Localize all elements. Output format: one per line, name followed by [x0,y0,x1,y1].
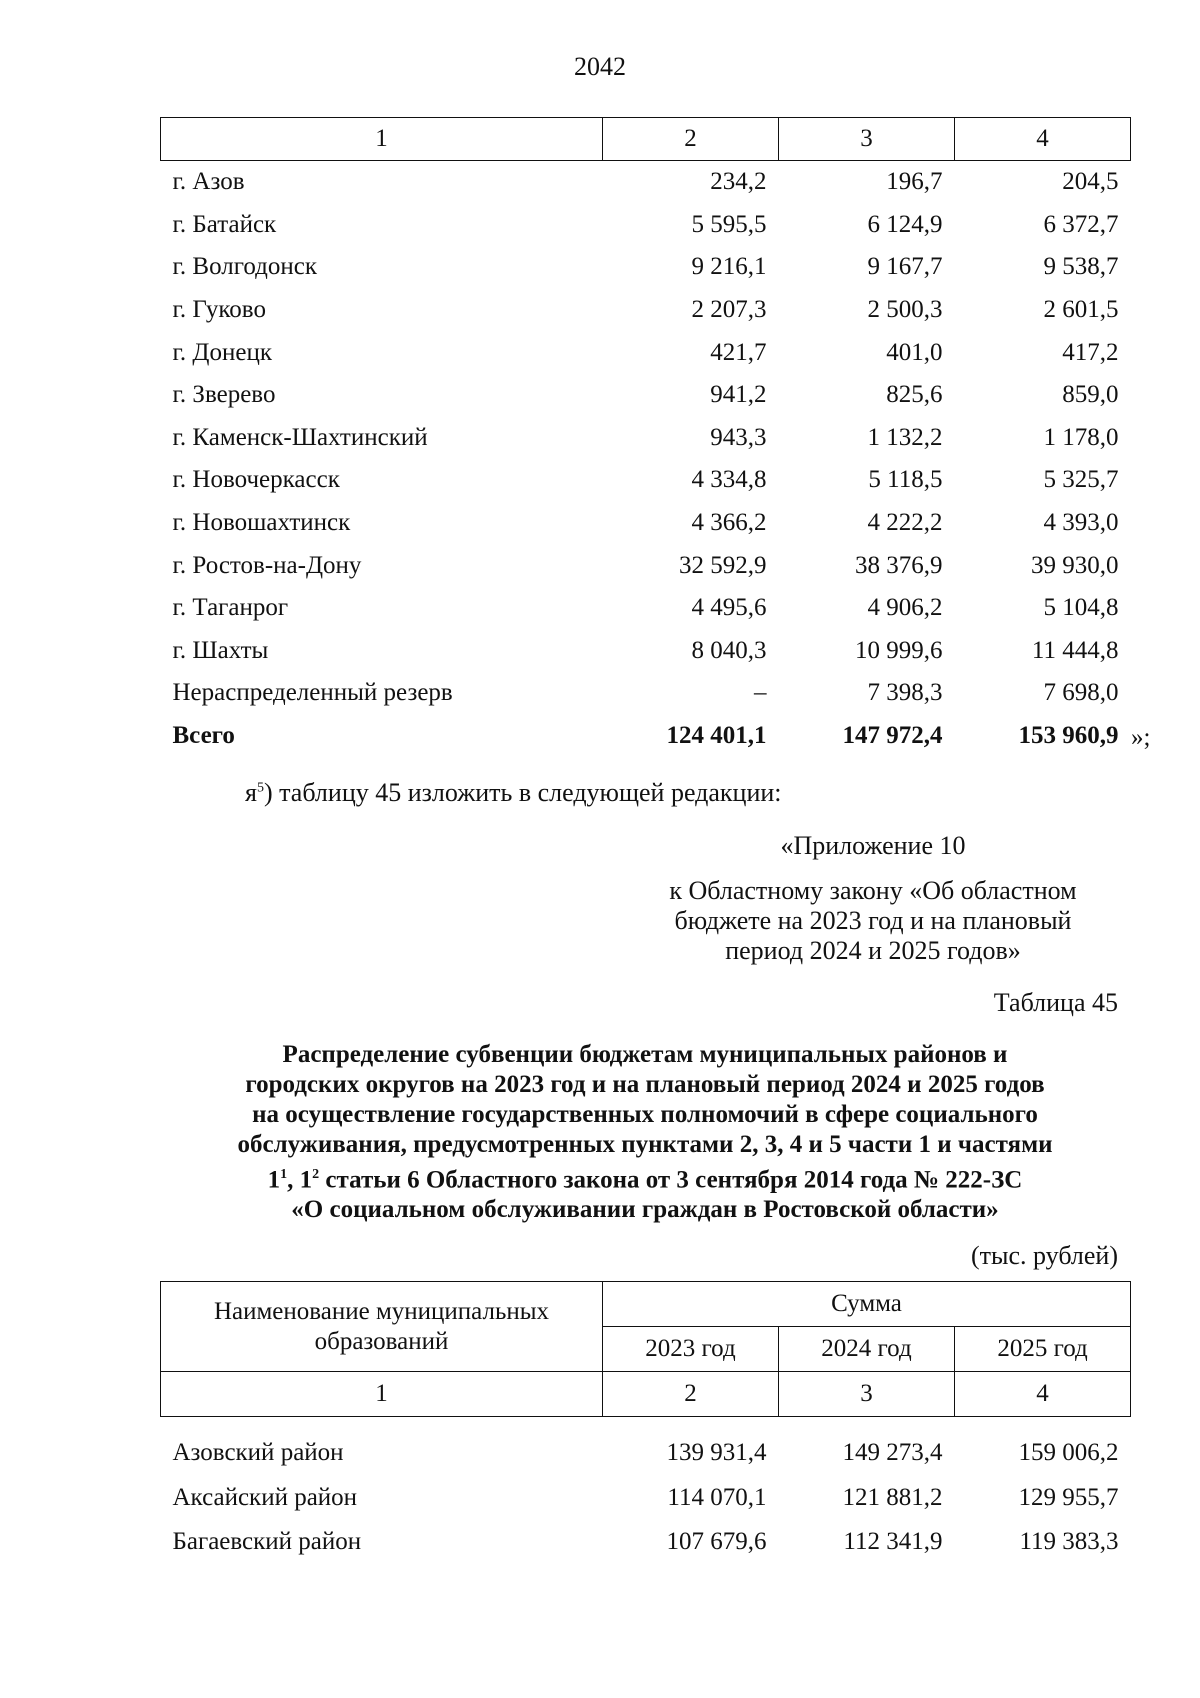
column-number: 3 [779,118,955,161]
table-row [161,502,1131,545]
column-number: 2 [603,1372,779,1417]
table-row [161,544,1131,587]
amount-2023: 421,7 [710,338,767,366]
municipality-name: г. Каменск-Шахтинский [172,423,428,451]
appendix-title: «Приложение 10 [780,831,966,860]
amount-2023: 32 592,9 [679,551,767,579]
table-row [161,246,1131,289]
amount-2024: 825,6 [886,381,943,409]
amount-2025: 1 178,0 [1043,423,1119,451]
table-row [161,672,1131,715]
amount-2024: 196,7 [886,168,943,196]
appendix-reference [653,876,1093,966]
amount-2023: 4 495,6 [691,594,767,622]
amount-2025: 119 383,3 [1019,1528,1119,1556]
amount-2025: 859,0 [1062,381,1119,409]
amount-2023: 5 595,5 [691,210,767,238]
heading-line: городских округов на 2023 год и на плановый период 2024 и 2025 годов [245,1071,1045,1098]
column-number: 1 [161,1372,603,1417]
table-row [161,1417,1131,1476]
amount-2024: 4 906,2 [867,594,943,622]
amount-2023: 9 216,1 [691,253,767,281]
amount-2025: 11 444,8 [1031,636,1119,664]
table-row [161,289,1131,332]
amount-2024: 112 341,9 [843,1528,943,1556]
column-number-row [161,118,1131,161]
column-number: 2 [603,118,779,161]
name-column-header: Наименование муниципальных образований [161,1282,603,1372]
heading-line: обслуживания, предусмотренных пунктами 2, 3, 4 и 5 части 1 и частями [237,1131,1053,1158]
municipality-name: г. Донецк [172,338,272,366]
instruction-letter: я [245,778,257,807]
municipality-name: г. Новошахтинск [172,509,351,537]
quote-close-mark: »; [1131,724,1151,751]
municipality-name: Аксайский район [172,1483,358,1511]
total-label: Всего [172,722,235,750]
amount-2025: 39 930,0 [1031,551,1119,579]
amount-2025: 204,5 [1062,168,1119,196]
sum-header: Сумма [603,1282,1131,1327]
amount-2025: 9 538,7 [1043,253,1119,281]
subvention-table-45 [160,1281,1131,1565]
municipality-name: г. Гуково [172,296,266,324]
amount-2023: 234,2 [710,168,767,196]
amount-2025: 5 325,7 [1043,466,1119,494]
heading-line: $1^1$, $1^2$ статьи 6 Областного закона от 3 сентября 2014 года № 222-ЗС [267,1166,1023,1194]
table-row [161,587,1131,630]
amount-2023: 2 207,3 [691,296,767,324]
amount-2024: 6 124,9 [867,210,943,238]
municipality-name: г. Волгодонск [172,253,318,281]
table-heading [150,1040,1140,1225]
heading-line: Распределение субвенции бюджетам муниципальных районов и [282,1041,1008,1068]
municipality-name: г. Новочеркасск [172,466,340,494]
appendix-line: период 2024 и 2025 годов» [725,936,1021,965]
amount-2023: 114 070,1 [667,1483,767,1511]
table-row [161,331,1131,374]
municipality-name: г. Азов [172,168,245,196]
table-label: Таблица 45 [993,988,1118,1017]
amount-2023: 4 366,2 [691,509,767,537]
units-label: (тыс. рублей) [970,1241,1118,1270]
amount-2024: 5 118,5 [868,466,943,494]
table-row [161,1520,1131,1565]
column-number: 4 [955,1372,1131,1417]
table-row [161,459,1131,502]
amount-2024: 2 500,3 [867,296,943,324]
column-number: 1 [161,118,603,161]
amount-2024: 10 999,6 [855,636,943,664]
amount-2024: 149 273,4 [842,1439,943,1467]
municipality-name: г. Ростов-на-Дону [172,551,362,579]
amount-2025: 129 955,7 [1018,1483,1119,1511]
amount-2023: 107 679,6 [666,1528,767,1556]
amount-2024: 121 881,2 [842,1483,943,1511]
amount-2025: 4 393,0 [1043,509,1119,537]
municipality-name: г. Шахты [172,636,269,664]
amount-2024: 1 132,2 [867,423,943,451]
amount-2024: 9 167,7 [867,253,943,281]
total-2025: 153 960,9 [1018,722,1119,750]
amount-2024: 7 398,3 [867,679,943,707]
amount-2025: 5 104,8 [1043,594,1119,622]
amount-2023: 943,3 [710,423,767,451]
amount-2023: 4 334,8 [691,466,767,494]
amount-2025: 417,2 [1062,338,1119,366]
heading-line: на осуществление государственных полномочий в сфере социального [252,1101,1038,1128]
amount-2023: 139 931,4 [666,1439,767,1467]
amount-2024: 4 222,2 [867,509,943,537]
amount-2023: 941,2 [710,381,767,409]
instruction-superscript: 5 [256,780,264,796]
municipality-name: Азовский район [172,1439,344,1467]
year-header: 2023 год [603,1327,779,1372]
amount-2024: 401,0 [886,338,943,366]
table-row [161,630,1131,673]
instruction-text: ) таблицу 45 изложить в следующей редакции: [263,778,782,807]
municipality-name: г. Зверево [172,381,276,409]
amount-2025: 7 698,0 [1043,679,1119,707]
municipality-name: Нераспределенный резерв [172,679,453,707]
amount-2025: 6 372,7 [1043,210,1119,238]
appendix-line: бюджете на 2023 год и на плановый [674,906,1072,935]
appendix-line: к Областному закону «Об областном [669,876,1077,905]
municipality-name: Багаевский район [172,1528,362,1556]
table-row [161,204,1131,247]
amount-2023: – [754,679,767,707]
column-number: 4 [955,118,1131,161]
subvention-table-continuation [160,117,1131,757]
heading-line: «О социальном обслуживании граждан в Ростовской области» [291,1196,999,1224]
year-header: 2025 год [955,1327,1131,1372]
table-row [161,161,1131,204]
total-row [161,715,1131,758]
amendment-instruction [245,778,782,808]
amount-2023: 8 040,3 [691,636,767,664]
total-2024: 147 972,4 [842,722,943,750]
page-number: 2042 [574,52,626,81]
table-row [161,417,1131,460]
total-2023: 124 401,1 [666,722,767,750]
municipality-name: г. Таганрог [172,594,289,622]
amount-2025: 2 601,5 [1043,296,1119,324]
year-header: 2024 год [779,1327,955,1372]
amount-2024: 38 376,9 [855,551,943,579]
amount-2025: 159 006,2 [1018,1439,1119,1467]
column-number: 3 [779,1372,955,1417]
table-row [161,374,1131,417]
municipality-name: г. Батайск [172,210,277,238]
table-row [161,1476,1131,1521]
